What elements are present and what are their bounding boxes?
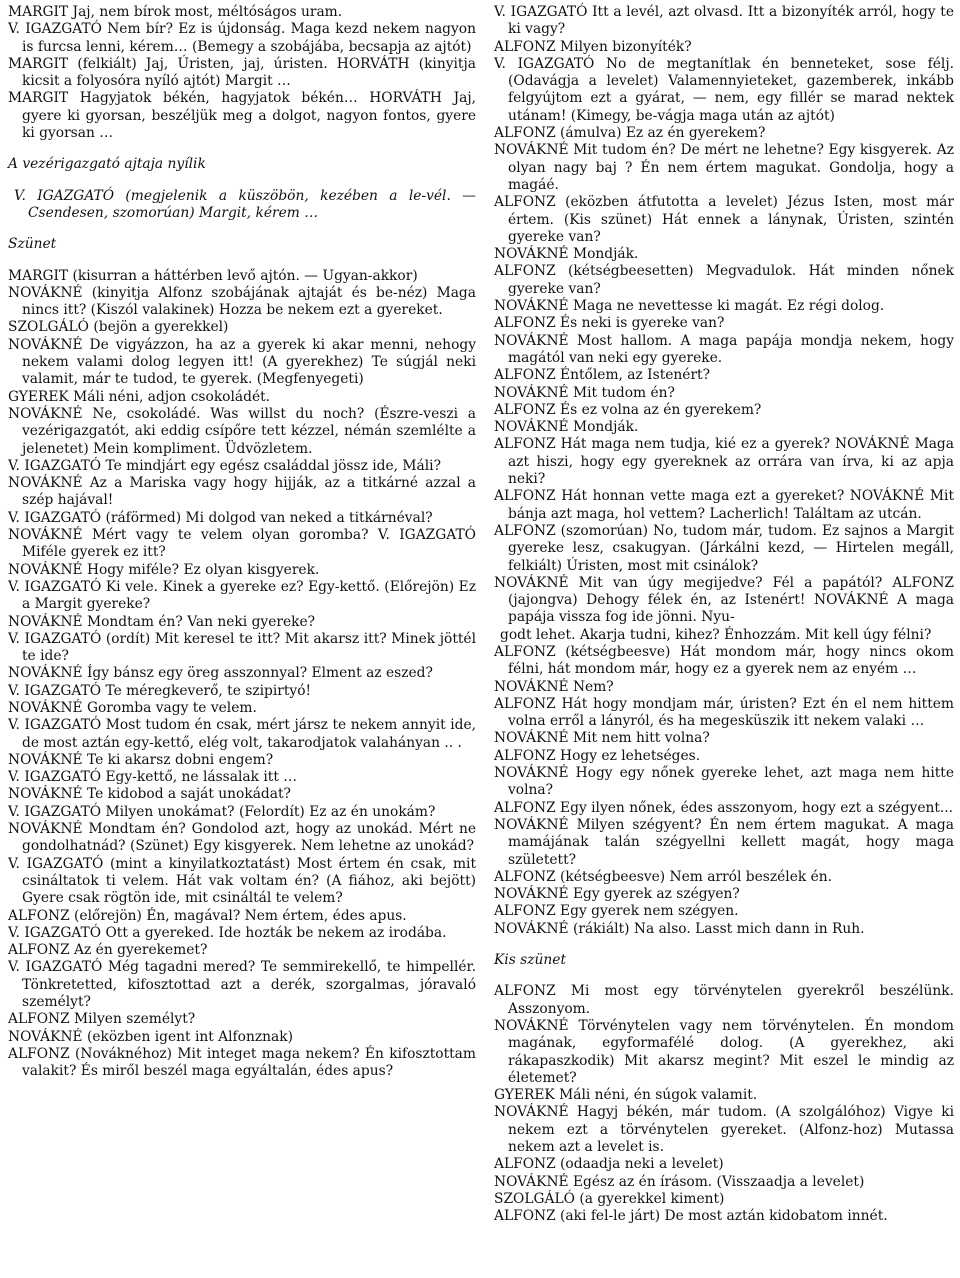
- line: NOVÁKNÉ Egy gyerek az szégyen?: [494, 886, 740, 903]
- line: V. IGAZGATÓ Milyen unokámat? (Felordít) Ez az én unokám?: [8, 803, 436, 820]
- line: MARGIT Hagyjatok békén, hagyjatok békén… HORVÁTH Jaj, gyere ki gyorsan, beszéljük meg a dolgot, nagyon fontos, gyere ki gyorsan …: [8, 90, 476, 142]
- line: ALFONZ Hát maga nem tudja, kié ez a gyerek? NOVÁKNÉ Maga azt hiszi, hogy egy gyereknek az orrára van írva, ki az apja neki?: [494, 436, 954, 488]
- stage-direction: A vezérigazgató ajtaja nyílik: [8, 156, 206, 173]
- line: V. IGAZGATÓ Te mindjárt egy egész családdal jössz ide, Máli?: [8, 457, 441, 474]
- stage-direction: Szünet: [8, 236, 57, 253]
- line: NOVÁKNÉ Egész az én írásom. (Visszaadja a levelet): [494, 1173, 865, 1190]
- line: NOVÁKNÉ Mért vagy te velem olyan goromba? V. IGAZGATÓ Miféle gyerek ez itt?: [8, 527, 476, 561]
- line: GYEREK Máli néni, adjon csokoládét.: [8, 388, 271, 405]
- line: MARGIT (felkiált) Jaj, Úristen, jaj, úristen. HORVÁTH (kinyitja kicsit a folyosóra nyíló ajtót) Margit …: [8, 55, 476, 90]
- line: ALFONZ (kétségbeesve) Nem arról beszélek én.: [494, 868, 833, 885]
- line: NOVÁKNÉ De vigyázzon, ha az a gyerek ki akar menni, nehogy nekem valami dolog legyen itt! (A gyerekhez) Te súgjál neki valamit, már te tudod, te gyerek. (Megfenyegeti): [8, 336, 476, 388]
- line: ALFONZ (odaadja neki a levelet): [494, 1156, 724, 1173]
- line: NOVÁKNÉ (kinyitja Alfonz szobájának ajtaját és be-néz) Maga nincs itt? (Kiszól valakinek) Hozza be nekem ezt a gyereket.: [8, 284, 476, 319]
- line: ALFONZ (kétségbeesve) Hát mondom már, hogy nincs okom félni, hát mondom már, hogy ez a gyerek nem az enyém …: [494, 643, 954, 678]
- line: ALFONZ Az én gyerekemet?: [8, 942, 208, 959]
- line: ALFONZ (eközben átfutotta a levelet) Jézus Isten, most már értem. (Kis szünet) Hát ennek a lánynak, Úristen, szintén gyereke van?: [494, 194, 954, 245]
- line: V. IGAZGATÓ Itt a levél, azt olvasd. Itt a bizonyíték arról, hogy te ki vagy?: [494, 4, 954, 38]
- line: V. IGAZGATÓ Most tudom én csak, mért jársz te nekem annyit ide, de most aztán egy-kettő, elég volt, takarodjatok valahányan .. .: [8, 717, 476, 751]
- line: ALFONZ (Nováknéhoz) Mit integet maga nekem? Én kifosztottam valakit? És miről beszél maga egyáltalán, édes apus?: [8, 1045, 476, 1080]
- stage-direction: Kis szünet: [494, 952, 567, 969]
- line: ALFONZ Milyen bizonyíték?: [494, 38, 692, 55]
- line: NOVÁKNÉ Te kidobod a saját unokádat?: [8, 786, 291, 803]
- line: NOVÁKNÉ Mondják.: [494, 246, 639, 263]
- line: NOVÁKNÉ (rákiált) Na also. Lasst mich dann in Ruh.: [494, 920, 865, 937]
- line: V. IGAZGATÓ (megjelenik a küszöbön, kezében a le-vél. — Csendesen, szomorúan) Margit, kérem …: [14, 187, 476, 221]
- line: ALFONZ (kétségbeesetten) Megvadulok. Hát minden nőnek gyereke van?: [494, 263, 954, 297]
- line: V. IGAZGATÓ Te méregkeverő, te szipirtyó!: [8, 682, 312, 699]
- line: NOVÁKNÉ Hagyj békén, már tudom. (A szolgálóhoz) Vigye ki nekem ezt a törvénytelen gyereket. (Alfonz-hoz) Mutassa nekem azt a levelet is.: [494, 1104, 954, 1155]
- line: NOVÁKNÉ Törvénytelen vagy nem törvénytelen. Én mondom magának, egyformafélé dolog. (A gyerekhez, aki rákapaszkodik) Mit akarsz megint? Mit eszel le mindig az életemet?: [494, 1017, 954, 1086]
- line: NOVÁKNÉ Ne, csokoládé. Was willst du noch? (Észre-veszi a vezérigazgatót, aki eddig csípőre tett kézzel, némán szemlélte a jelenetet) Mein kompliment. Üdvözletem.: [8, 405, 476, 457]
- line: NOVÁKNÉ Mit tudom én? De mért ne lehetne? Egy kisgyerek. Az olyan nagy baj ? Én nem értem magukat. Gondolja, hogy a magáé.: [494, 142, 954, 193]
- line: V. IGAZGATÓ (ordít) Mit keresel te itt? Mit akarsz itt? Minek jöttél te ide?: [8, 630, 476, 665]
- line: ALFONZ (ámulva) Ez az én gyerekem?: [494, 125, 766, 142]
- line: NOVÁKNÉ Mondtam én? Van neki gyereke?: [8, 613, 316, 630]
- left-column: [8, 4, 476, 1081]
- line: ALFONZ És ez volna az én gyerekem?: [494, 401, 762, 418]
- line: NOVÁKNÉ Most hallom. A maga papája mondja nekem, hogy magától van neki egy gyereke.: [494, 332, 954, 366]
- line: V. IGAZGATÓ Ott a gyereked. Ide hozták be nekem az irodába.: [8, 924, 447, 941]
- line: ALFONZ Milyen személyt?: [8, 1011, 196, 1028]
- line: NOVÁKNÉ Hogy egy nőnek gyereke lehet, azt maga nem hitte volna?: [494, 765, 954, 799]
- line: SZOLGÁLÓ (a gyerekkel kiment): [494, 1190, 725, 1207]
- line: ALFONZ (előrejön) Én, magával? Nem értem, édes apus.: [8, 907, 407, 924]
- line: V. IGAZGATÓ (ráförmed) Mi dolgod van neked a titkárnéval?: [8, 509, 433, 526]
- line: NOVÁKNÉ Hogy miféle? Ez olyan kisgyerek.: [8, 561, 320, 578]
- line: V. IGAZGATÓ No de megtanítlak én benneteket, sose félj. (Odavágja a levelet) Valamennyieteket, gazemberek, inkább felgyújtom ezt a gyárat, — nem, egy fillér se marad nektek utánam! (Kimegy, be-vágja maga után az ajtót): [494, 55, 954, 124]
- line: V. IGAZGATÓ Nem bír? Ez is újdonság. Maga kezd nekem nagyon is furcsa lenni, kérem… (Bemegy a szobájába, becsapja az ajtót): [8, 21, 476, 55]
- line: V. IGAZGATÓ Egy-kettő, ne lássalak itt …: [8, 769, 298, 786]
- line: ALFONZ Egy gyerek nem szégyen.: [494, 903, 739, 920]
- line: MARGIT Jaj, nem bírok most, méltóságos uram.: [8, 4, 343, 20]
- line: MARGIT (kisurran a háttérben levő ajtón. — Ugyan-akkor): [8, 267, 418, 284]
- line: NOVÁKNÉ Így bánsz egy öreg asszonnyal? Elment az eszed?: [8, 665, 433, 682]
- line: ALFONZ Hát honnan vette maga ezt a gyereket? NOVÁKNÉ Mit bánja azt maga, hol vettem? Lacherlich! Találtam az utcán.: [494, 488, 954, 522]
- line: NOVÁKNÉ Mondtam én? Gondolod azt, hogy az unokád. Mért ne gondolhatnád? (Szünet) Egy kisgyerek. Nem lehetne az unokád?: [8, 821, 476, 855]
- line: NOVÁKNÉ Mit van úgy megijedve? Fél a papától? ALFONZ (jajongva) Dehogy félek én, az Istenért! NOVÁKNÉ A maga papája vissza fog ide jönni. Nyu-: [494, 574, 954, 626]
- line: NOVÁKNÉ Mit tudom én?: [494, 384, 675, 401]
- line: NOVÁKNÉ Nem?: [494, 678, 614, 695]
- line: NOVÁKNÉ Mondják.: [494, 419, 639, 436]
- line: NOVÁKNÉ Az a Mariska vagy hogy hijják, az a titkárné azzal a szép hajával!: [8, 475, 476, 509]
- line: ALFONZ Hát hogy mondjam már, úristen? Ezt én el nem hittem volna erről a lányról, és ha megesküszik itt nekem valaki …: [494, 695, 954, 730]
- line: ALFONZ Hogy ez lehetséges.: [494, 747, 701, 764]
- line: V. IGAZGATÓ Még tagadni mered? Te semmirekellő, te himpellér. Tönkretetted, kifosztottad azt a derék, szorgalmas, jóravaló személyt?: [8, 959, 476, 1011]
- line: NOVÁKNÉ Te ki akarsz dobni engem?: [8, 751, 274, 768]
- line: ALFONZ (szomorúan) No, tudom már, tudom. Ez sajnos a Margit gyereke lesz, csakugyan. (Járkálni kezd, — Hirtelen megáll, felkiált) Úristen, most mit csinálok?: [494, 522, 954, 574]
- line: ALFONZ Mi most egy törvénytelen gyerekről beszélünk. Asszonyom.: [494, 983, 954, 1017]
- line: V. IGAZGATÓ Ki vele. Kinek a gyereke ez? Egy-kettő. (Előrejön) Ez a Margit gyereke?: [8, 578, 476, 613]
- line: SZOLGÁLÓ (bejön a gyerekkel): [8, 319, 229, 336]
- line: V. IGAZGATÓ (mint a kinyilatkoztatást) Most értem én csak, mit csináltatok ti velem. Hát vak voltam én? (A fiához, aki bejött) Gyere csak rögtön ide, mit csináltál te velem?: [8, 855, 476, 907]
- line: NOVÁKNÉ (eközben igent int Alfonznak): [8, 1028, 293, 1045]
- line: NOVÁKNÉ Goromba vagy te velem.: [8, 699, 257, 716]
- line: NOVÁKNÉ Milyen szégyent? Én nem értem magukat. A maga mamájának talán szégyellni kellett magát, hogy maga született?: [494, 816, 954, 868]
- line: ALFONZ Éntőlem, az Istenért?: [494, 367, 711, 384]
- line: GYEREK Máli néni, én súgok valamit.: [494, 1087, 758, 1104]
- line: NOVÁKNÉ Mit nem hitt volna?: [494, 730, 710, 747]
- line: godt lehet. Akarja tudni, kihez? Énhozzám. Mit kell úgy félni?: [500, 626, 932, 643]
- line: ALFONZ Egy ilyen nőnek, édes asszonyom, hogy ezt a szégyent...: [494, 799, 954, 816]
- line: ALFONZ (aki fel-le járt) De most aztán kidobatom innét.: [494, 1208, 888, 1225]
- line: NOVÁKNÉ Maga ne nevettesse ki magát. Ez régi dolog.: [494, 298, 885, 315]
- right-column: [494, 4, 954, 1225]
- line: ALFONZ És neki is gyereke van?: [494, 315, 725, 332]
